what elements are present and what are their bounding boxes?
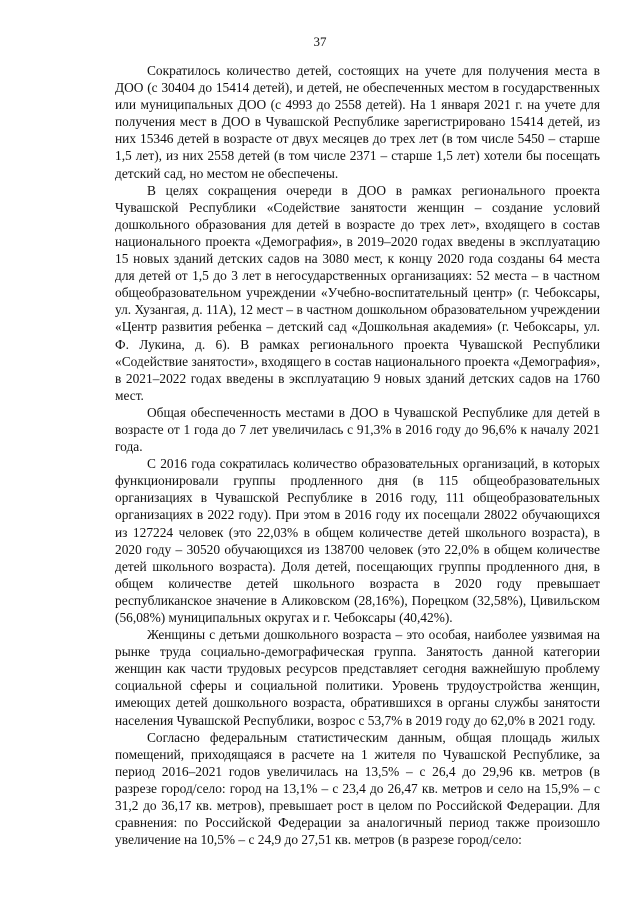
paragraph-queue-reduction: В целях сокращения очереди в ДОО в рамках регионального проекта Чувашской Республики «Содействие занятости женщин – создание условий дошкольного образования для детей в возрасте до трех лет», входящего в состав национального проекта «Демография», в 2019–2020 годах введены в эксплуатацию 15 новых зданий детских садов на 3080 мест, к концу 2020 года созданы 64 места для детей от 1,5 до 3 лет в негосударственных организациях: 52 места – в частном общеобразовательном учреждении «Учебно-воспитательный центр» (г. Чебоксары, ул. Хузангая, д. 11А), 12 мест – в частном дошкольном образовательном учреждении «Центр развития ребенка – детский сад «Дошкольная академия» (г. Чебоксары, ул. Ф. Лукина, д. 6). В рамках регионального проекта Чувашской Республики «Содействие занятости», входящего в состав национального проекта «Демография», в 2021–2022 годах введены в эксплуатацию 9 новых зданий детских садов на 1760 мест. <box>115 182 600 403</box>
paragraph-provision-rate: Общая обеспеченность местами в ДОО в Чувашской Республике для детей в возрасте от 1 года до 7 лет увеличилась с 91,3% в 2016 году до 96,6% к началу 2021 года. <box>115 404 600 455</box>
page-number: 37 <box>313 34 327 49</box>
page-body <box>115 62 600 848</box>
paragraph-waiting-list: Сократилось количество детей, состоящих на учете для получения места в ДОО (с 30404 до 15414 детей), и детей, не обеспеченных местом в государственных или муниципальных ДОО (с 4993 до 2558 детей). На 1 января 2021 г. на учете для получения мест в ДОО в Чувашской Республике зарегистрировано 15414 детей, из них 15346 детей в возрасте от двух месяцев до трех лет (в том числе 5450 – старше 1,5 лет), из них 2558 детей (в том числе 2371 – старше 1,5 лет) хотели бы посещать детский сад, но местом не обеспечены. <box>115 63 600 181</box>
paragraph-women-employment: Женщины с детьми дошкольного возраста – это особая, наиболее уязвимая на рынке труда социально-демографическая группа. Занятость данной категории женщин как части трудовых ресурсов представляет сегодня важнейшую проблему социальной сферы и социальной политики. Уровень трудоустройства женщин, имеющих детей дошкольного возраста, обратившихся в органы службы занятости населения Чувашской Республики, возрос с 53,7% в 2019 году до 62,0% в 2021 году. <box>115 627 600 728</box>
paragraph-housing-area: Согласно федеральным статистическим данным, общая площадь жилых помещений, приходящаяся в расчете на 1 жителя по Чувашской Республике, за период 2016–2021 годов увеличилась на 13,5% – с 26,4 до 29,96 кв. метров (в разрезе город/село: город на 13,1% – с 23,4 до 26,47 кв. метров и село на 15,9% – с 31,2 до 36,17 кв. метров), превышает рост в целом по Российской Федерации. Для сравнения: по Российской Федерации за аналогичный период также произошло увеличение на 10,5% – с 24,9 до 27,51 кв. метров (в разрезе город/село: <box>115 729 600 848</box>
paragraph-extended-day-groups: С 2016 года сократилась количество образовательных организаций, в которых функционировали группы продленного дня (в 115 общеобразовательных организациях в Чувашской Республике в 2016 году, 111 общеобразовательных организациях в 2022 году). При этом в 2016 году их посещали 28022 обучающихся из 127224 человек (это 22,03% в общем количестве детей школьного возраста), в 2020 году – 30520 обучающихся из 138700 человек (это 22,0% в общем количестве детей школьного возраста). Доля детей, посещающих группы продленного дня, в общем количестве детей школьного возраста в 2020 году превышает республиканское значение в Аликовском (28,16%), Порецком (32,58%), Цивильском (56,08%) муниципальных округах и г. Чебоксары (40,42%). <box>115 456 600 625</box>
